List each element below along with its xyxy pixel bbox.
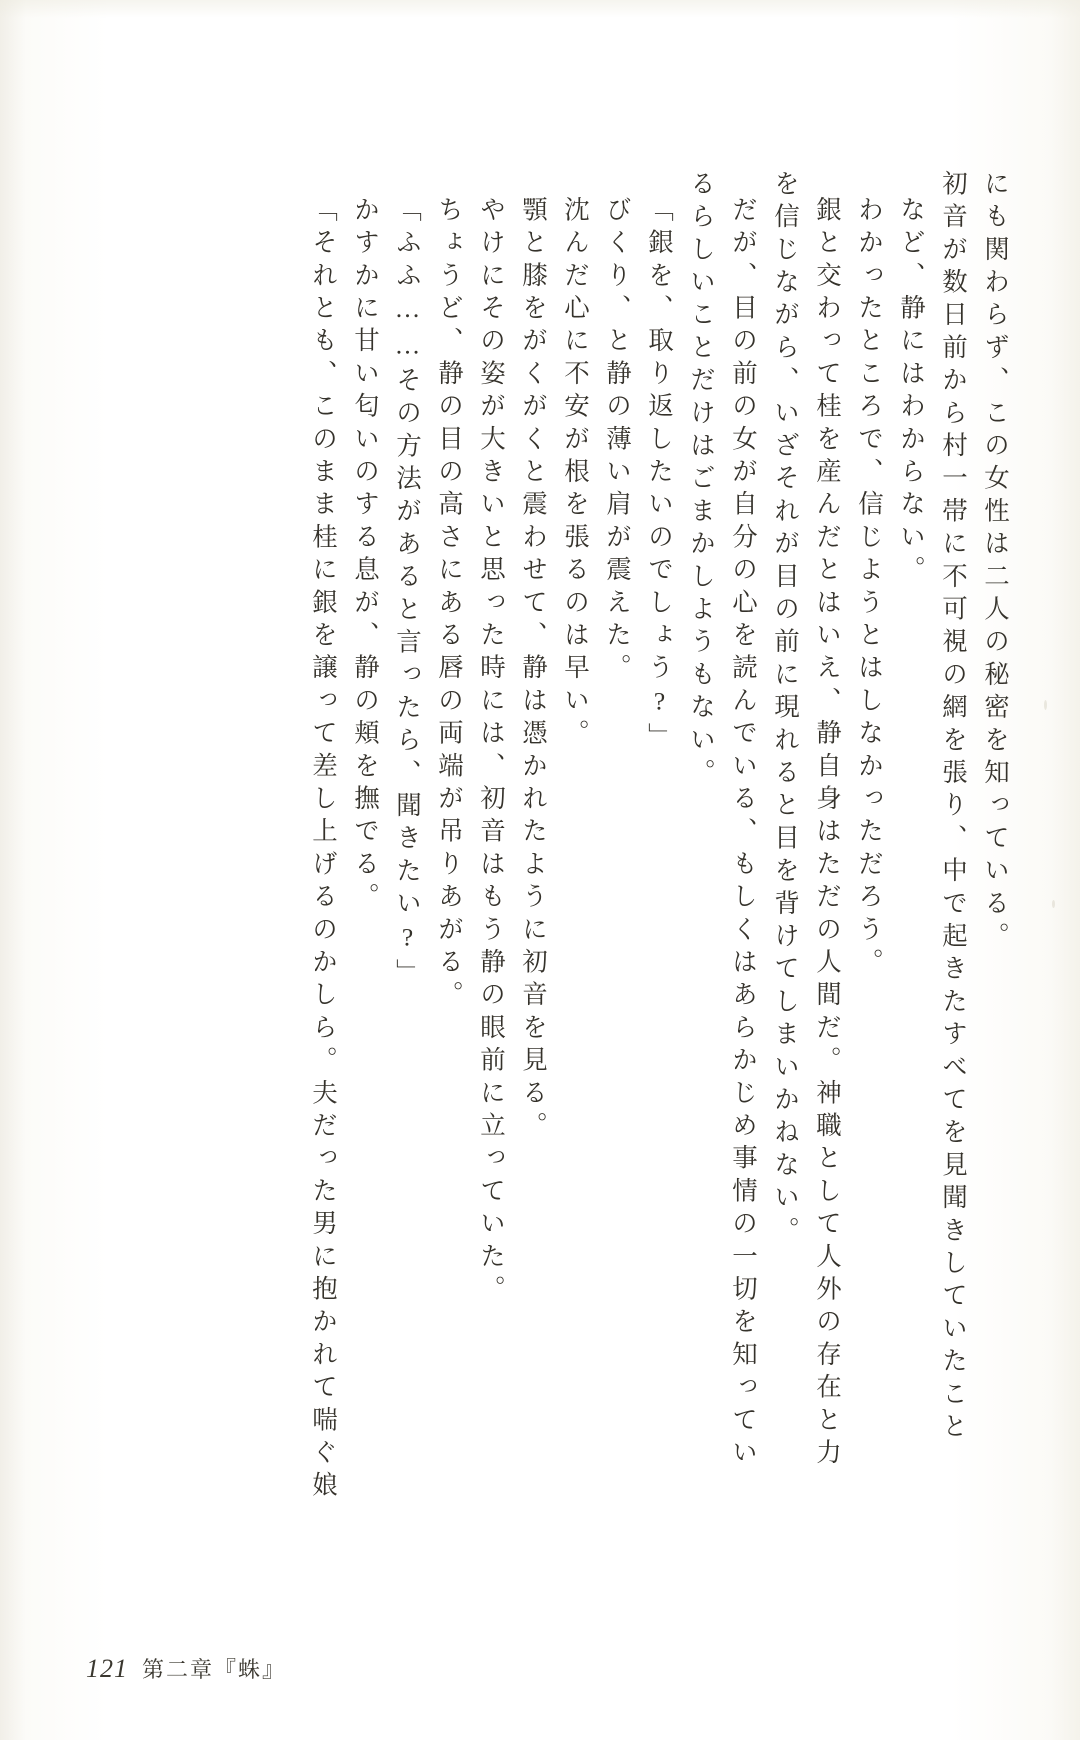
text-line: 沈んだ心に不安が根を張るのは早い。 — [561, 196, 590, 752]
text-line: 顎と膝をがくがくと震わせて、静は憑かれたように初音を見る。 — [519, 196, 548, 1145]
text-line: るらしいことだけはごまかしようもない。 — [687, 170, 716, 792]
chapter-label: 第二章『蛛』 — [142, 1657, 287, 1682]
scan-speck — [1044, 700, 1047, 710]
text-line: 「それとも、このまま桂に銀を譲って差し上げるのかしら。夫だった男に抱かれて喘ぐ娘 — [309, 196, 338, 1504]
page-edge-shadow-right — [1050, 0, 1080, 1740]
page-number: 121 — [86, 1654, 128, 1683]
scan-speck — [1052, 900, 1055, 908]
text-line: かすかに甘い匂いのする息が、静の頬を撫でる。 — [351, 196, 380, 916]
text-line: 「銀を、取り返したいのでしょう?」 — [645, 196, 674, 756]
page-footer — [86, 1653, 286, 1684]
page-edge-shadow-left — [0, 0, 26, 1740]
text-line: だが、目の前の女が自分の心を読んでいる、もしくはあらかじめ事情の一切を知ってい — [729, 196, 758, 1472]
text-line: やけにその姿が大きいと思った時には、初音はもう静の眼前に立っていた。 — [477, 196, 506, 1308]
text-line: 「ふふ……その方法があると言ったら、聞きたい?」 — [393, 196, 422, 992]
text-line: 初音が数日前から村一帯に不可視の網を張り、中で起きたすべてを見聞きしていたこと — [939, 170, 968, 1446]
text-line: など、静にはわからない。 — [897, 196, 926, 589]
text-line: 銀と交わって桂を産んだとはいえ、静自身はただの人間だ。神職として人外の存在と力 — [813, 196, 842, 1472]
body-text — [294, 170, 1010, 1504]
text-line: ちょうど、静の目の高さにある唇の両端が吊りあがる。 — [435, 196, 464, 1014]
text-line: を信じながら、いざそれが目の前に現れると目を背けてしまいかねない。 — [771, 170, 800, 1250]
text-line: わかったところで、信じようとはしなかっただろう。 — [855, 196, 884, 981]
text-line: にも関わらず、この女性は二人の秘密を知っている。 — [981, 170, 1010, 955]
page-edge-shadow-top — [0, 0, 1080, 18]
text-line: びくり、と静の薄い肩が震えた。 — [603, 196, 632, 687]
